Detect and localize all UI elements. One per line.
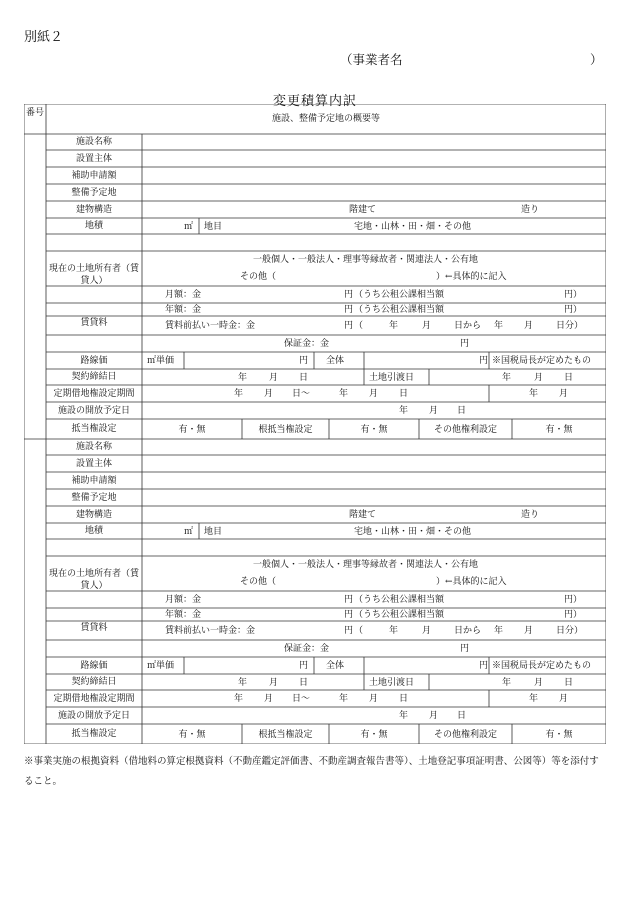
root-mortgage-label: 根抵当権設定 [258,425,313,435]
structure-type-label: 造り [521,205,540,215]
lease-from-day: 日～ [292,694,311,704]
opening-month: 月 [429,406,439,416]
prepaid-from-year: 年 [389,626,399,636]
contract-day: 日 [299,678,309,688]
owner-options: 一般個人・一般法人・理事等縁故者・関連法人・公有地 [253,255,479,265]
road-price-total-yen: 円 [479,661,489,671]
applicant-name-field[interactable] [340,50,603,68]
rent-annual-tax-label: （うち公租公課相当額 [354,610,445,620]
lease-from-day: 日～ [292,389,311,399]
label-structure: 建物構造 [75,509,112,520]
rent-annual-tax-yen: 円） [564,305,583,315]
mortgage-yes-no: 有・無 [178,425,206,435]
lease-to-year: 年 [339,389,349,399]
handover-label: 土地引渡日 [369,373,415,383]
structure-type-label: 造り [521,510,540,520]
lease-to-month: 月 [369,389,379,399]
area-unit-label: ㎡ [184,222,194,232]
column-header-number: 番号 [25,108,44,118]
other-rights-yes-no: 有・無 [545,730,573,740]
label-facility-name: 施設名称 [75,137,112,147]
rent-monthly-label: 月額：金 [165,290,202,300]
input-grant-amount[interactable] [142,472,606,489]
land-use-label: 地目 [204,222,223,232]
road-price-total-label: 全体 [326,356,345,366]
rent-monthly-tax-yen: 円） [564,595,583,605]
applicant-close: ） [590,52,603,67]
mortgage-yes-no: 有・無 [178,730,206,740]
opening-day: 日 [457,711,467,721]
prepaid-from-day: 日から [454,321,482,331]
contract-month: 月 [269,678,279,688]
rent-monthly-tax-label: （うち公租公課相当額 [354,595,445,605]
input-planned-site[interactable] [142,489,606,506]
owner-other-note: ）←具体的に記入 [436,272,507,282]
rent-prepaid-yen: 円 [344,321,354,331]
rent-monthly-yen: 円 [344,595,354,605]
label-lease-period: 定期借地権設定期間 [53,388,135,399]
label-road-price: 路線価 [80,660,108,671]
input-rent[interactable] [142,591,606,657]
contract-year: 年 [238,678,248,688]
contract-month: 月 [269,373,279,383]
land-use-options: 宅地・山林・田・畑・その他 [354,222,472,232]
label-opening-date: 施設の開放予定日 [57,405,130,416]
rent-annual-label: 年額：金 [165,610,202,620]
rent-monthly-label: 月額：金 [165,595,202,605]
rent-prepaid-open: （ [354,626,364,636]
label-mortgage: 抵当権設定 [71,424,117,434]
prepaid-to-month: 月 [524,626,534,636]
lease-to-year: 年 [339,694,349,704]
applicant-open: （事業者名 [340,52,403,67]
road-price-note: ※国税局長が定めたもの [492,356,592,366]
label-facility-name: 施設名称 [75,442,112,452]
label-operator: 設置主体 [75,458,112,469]
input-facility-name[interactable] [142,134,606,150]
lease-to-month: 月 [369,694,379,704]
rent-prepaid-yen: 円 [344,626,354,636]
prepaid-from-month: 月 [422,626,432,636]
owner-options: 一般個人・一般法人・理事等縁故者・関連法人・公有地 [253,560,479,570]
prepaid-from-year: 年 [389,321,399,331]
handover-year: 年 [502,678,512,688]
prepaid-to-year: 年 [494,321,504,331]
lease-total-year: 年 [529,389,539,399]
lease-total-year: 年 [529,694,539,704]
label-opening-date: 施設の開放予定日 [57,710,130,721]
label-area: 地積 [84,526,103,536]
label-road-price: 路線価 [80,355,108,366]
contract-year: 年 [238,373,248,383]
rent-annual-tax-label: （うち公租公課相当額 [354,305,445,315]
rent-prepaid-open: （ [354,321,364,331]
label-owner: 現在の土地所有者（賃貸人） [48,264,139,286]
label-planned-site: 整備予定地 [71,187,117,198]
contract-day: 日 [299,373,309,383]
label-structure: 建物構造 [75,204,112,215]
opening-month: 月 [429,711,439,721]
rent-monthly-yen: 円 [344,290,354,300]
lease-total-month: 月 [559,694,569,704]
number-cell[interactable] [24,134,46,439]
rent-monthly-tax-label: （うち公租公課相当額 [354,290,445,300]
lease-from-year: 年 [234,389,244,399]
label-lease-period: 定期借地権設定期間 [53,693,135,704]
rent-prepaid-label: 賃料前払い一時金：金 [165,626,256,636]
label-rent: 賃貸料 [80,318,108,328]
column-header-summary: 施設、整備予定地の概要等 [271,114,380,124]
opening-year: 年 [399,711,409,721]
other-rights-label: その他権利設定 [433,730,497,740]
label-mortgage: 抵当権設定 [71,729,117,739]
prepaid-to-year: 年 [494,626,504,636]
owner-other-label: その他（ [240,272,277,282]
opening-year: 年 [399,406,409,416]
label-planned-site: 整備予定地 [71,492,117,503]
area-unit-label: ㎡ [184,527,194,537]
document-label: 別紙２ [24,30,64,45]
road-price-note: ※国税局長が定めたもの [492,661,592,671]
page-title: 変更積算内訳 [272,94,357,109]
other-rights-yes-no: 有・無 [545,425,573,435]
road-price-unit-yen: 円 [299,661,309,671]
input-grant-amount[interactable] [142,167,606,184]
input-operator[interactable] [142,455,606,472]
prepaid-to-day: 日分） [556,321,584,331]
handover-year: 年 [502,373,512,383]
input-facility-name[interactable] [142,439,606,455]
handover-day: 日 [564,678,574,688]
deposit-label: 保証金：金 [284,339,330,349]
opening-day: 日 [457,406,467,416]
input-opening-date[interactable] [142,707,606,724]
lease-total-month: 月 [559,389,569,399]
prepaid-to-month: 月 [524,321,534,331]
prepaid-to-day: 日分） [556,626,584,636]
road-price-unit-yen: 円 [299,356,309,366]
label-grant-amount: 補助申請額 [71,170,117,181]
lease-from-month: 月 [264,694,274,704]
label-operator: 設置主体 [75,153,112,164]
structure-floors-label: 階建て [349,510,377,520]
rent-annual-yen: 円 [344,610,354,620]
lease-to-day: 日 [399,389,409,399]
owner-other-note: ）←具体的に記入 [436,577,507,587]
rent-annual-label: 年額：金 [165,305,202,315]
rent-annual-tax-yen: 円） [564,610,583,620]
road-price-unit-label: ㎡単価 [147,356,175,366]
label-contract-date: 契約締結日 [71,372,117,382]
root-mortgage-yes-no: 有・無 [360,425,388,435]
breakdown-table [24,104,606,744]
label-area: 地積 [84,221,103,231]
deposit-label: 保証金：金 [284,644,330,654]
root-mortgage-label: 根抵当権設定 [258,730,313,740]
land-use-options: 宅地・山林・田・畑・その他 [354,527,472,537]
input-operator[interactable] [142,150,606,167]
prepaid-from-day: 日から [454,626,482,636]
label-rent: 賃貸料 [80,623,108,633]
structure-floors-label: 階建て [349,205,377,215]
handover-month: 月 [534,678,544,688]
other-rights-label: その他権利設定 [433,425,497,435]
input-rent[interactable] [142,286,606,352]
root-mortgage-yes-no: 有・無 [360,730,388,740]
owner-other-label: その他（ [240,577,277,587]
input-opening-date[interactable] [142,402,606,419]
road-price-total-label: 全体 [326,661,345,671]
handover-day: 日 [564,373,574,383]
number-cell[interactable] [24,439,46,744]
deposit-yen: 円 [460,644,470,654]
rent-annual-yen: 円 [344,305,354,315]
road-price-total-yen: 円 [479,356,489,366]
handover-label: 土地引渡日 [369,678,415,688]
rent-prepaid-label: 賃料前払い一時金：金 [165,321,256,331]
lease-from-month: 月 [264,389,274,399]
label-grant-amount: 補助申請額 [71,475,117,486]
footnote: ※事業実施の根拠資料（借地料の算定根拠資料（不動産鑑定評価書、不動産調査報告書等）、土地登記事項証明書、公図等）等を添付すること。 [24,756,599,787]
input-planned-site[interactable] [142,184,606,201]
prepaid-from-month: 月 [422,321,432,331]
label-contract-date: 契約締結日 [71,677,117,687]
land-use-label: 地目 [204,527,223,537]
lease-to-day: 日 [399,694,409,704]
label-owner: 現在の土地所有者（賃貸人） [48,569,139,591]
rent-monthly-tax-yen: 円） [564,290,583,300]
road-price-unit-label: ㎡単価 [147,661,175,671]
lease-from-year: 年 [234,694,244,704]
deposit-yen: 円 [460,339,470,349]
handover-month: 月 [534,373,544,383]
